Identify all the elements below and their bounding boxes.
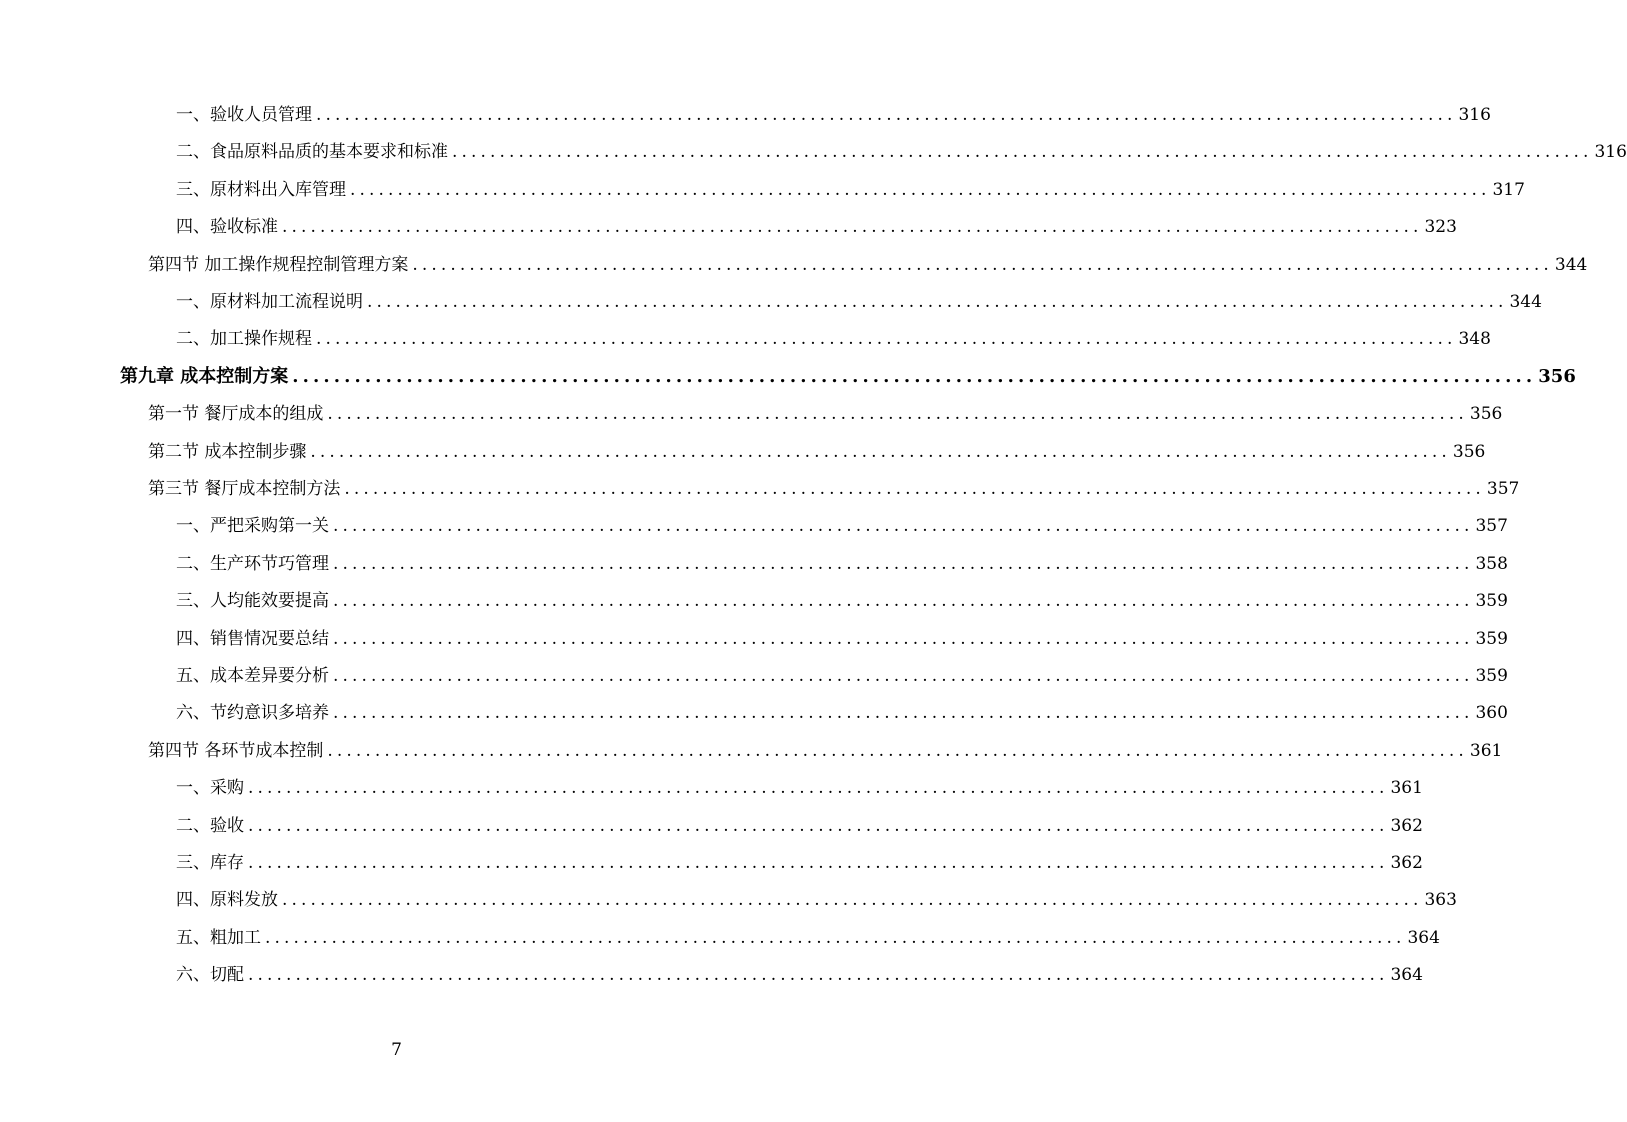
- toc-entry[interactable]: [148, 736, 1503, 766]
- toc-leader-dots: ........................................................................................................................: [333, 516, 1474, 536]
- toc-entry[interactable]: [148, 437, 1486, 467]
- toc-entry-title: 六、切配: [176, 965, 244, 985]
- toc-entry-page: 357: [1486, 479, 1520, 499]
- toc-leader-dots: ........................................................................................................................: [333, 703, 1474, 723]
- toc-entry[interactable]: [176, 324, 1491, 354]
- toc-entry-title: 一、严把采购第一关: [176, 516, 329, 536]
- toc-entry-page: 356: [1538, 366, 1576, 387]
- toc-leader-dots: ........................................................................................................................: [327, 741, 1468, 761]
- toc-leader-dots: ........................................................................................................................: [282, 217, 1423, 237]
- toc-leader-dots: ........................................................................................................................: [248, 965, 1389, 985]
- toc-entry[interactable]: [176, 137, 1627, 167]
- toc-leader-dots: ........................................................................................................................: [344, 479, 1485, 499]
- toc-entry-page: 360: [1475, 703, 1508, 723]
- toc-entry-page: 344: [1554, 255, 1588, 275]
- toc-leader-dots: ........................................................................................................................: [316, 329, 1457, 349]
- toc-entry-title: 一、原材料加工流程说明: [176, 292, 363, 312]
- page-number: 7: [391, 1040, 402, 1060]
- toc-entry-page: 362: [1390, 816, 1423, 836]
- toc-entry-page: 364: [1390, 965, 1423, 985]
- toc-entry[interactable]: [176, 100, 1491, 130]
- toc-entry-title: 第一节 餐厅成本的组成: [148, 404, 324, 424]
- toc-entry[interactable]: [148, 250, 1588, 280]
- toc-entry-page: 359: [1475, 666, 1508, 686]
- toc-leader-dots: ........................................................................................................................: [248, 778, 1389, 798]
- toc-entry-page: 363: [1424, 890, 1457, 910]
- toc-entry[interactable]: [176, 511, 1508, 541]
- toc-leader-dots: ........................................................................................................................: [333, 554, 1474, 574]
- toc-entry[interactable]: [176, 661, 1508, 691]
- toc-entry-title: 五、成本差异要分析: [176, 666, 329, 686]
- toc-entry-page: 356: [1469, 404, 1503, 424]
- toc-leader-dots: ........................................................................................................................: [367, 292, 1508, 312]
- toc-entry-page: 361: [1469, 741, 1503, 761]
- toc-entry-title: 四、验收标准: [176, 217, 278, 237]
- toc-entry-title: 第二节 成本控制步骤: [148, 442, 307, 462]
- toc-entry[interactable]: [176, 175, 1525, 205]
- toc-entry-page: 361: [1390, 778, 1423, 798]
- toc-entry[interactable]: [176, 586, 1508, 616]
- toc-entry[interactable]: [176, 848, 1423, 878]
- toc-entry-page: 316: [1458, 105, 1491, 125]
- toc-entry[interactable]: [176, 811, 1423, 841]
- toc-entry-title: 一、验收人员管理: [176, 105, 312, 125]
- toc-leader-dots: ........................................................................................................................: [412, 255, 1553, 275]
- toc-leader-dots: ........................................................................................................................: [282, 890, 1423, 910]
- toc-entry[interactable]: [176, 549, 1508, 579]
- toc-entry-page: 323: [1424, 217, 1457, 237]
- toc-leader-dots: ........................................................................................................................: [316, 105, 1457, 125]
- toc-entry-title: 四、原料发放: [176, 890, 278, 910]
- toc-entry-page: 344: [1509, 292, 1542, 312]
- toc-entry-title: 三、原材料出入库管理: [176, 180, 346, 200]
- toc-leader-dots: ........................................................................................................................: [452, 142, 1593, 162]
- toc-leader-dots: ........................................................................................................................: [265, 928, 1406, 948]
- toc-entry-page: 348: [1458, 329, 1491, 349]
- toc-entry-title: 二、生产环节巧管理: [176, 554, 329, 574]
- toc-entry[interactable]: [176, 287, 1542, 317]
- toc-entry-page: 358: [1475, 554, 1508, 574]
- toc-leader-dots: ........................................................................................................................: [310, 442, 1451, 462]
- toc-entry-title: 第四节 各环节成本控制: [148, 741, 324, 761]
- toc-entry[interactable]: [176, 212, 1457, 242]
- toc-entry-title: 第四节 加工操作规程控制管理方案: [148, 255, 409, 275]
- toc-entry-page: 359: [1475, 629, 1508, 649]
- toc-entry[interactable]: [176, 773, 1423, 803]
- toc-entry[interactable]: [148, 474, 1520, 504]
- toc-entry-page: 359: [1475, 591, 1508, 611]
- toc-entry[interactable]: [176, 698, 1508, 728]
- toc-entry-title: 二、加工操作规程: [176, 329, 312, 349]
- toc-entry-title: 一、采购: [176, 778, 244, 798]
- toc-entry[interactable]: [176, 624, 1508, 654]
- toc-leader-dots: ........................................................................................................................: [350, 180, 1491, 200]
- toc-entry[interactable]: [176, 885, 1457, 915]
- toc-entry-page: 362: [1390, 853, 1423, 873]
- toc-entry-title: 二、食品原料品质的基本要求和标准: [176, 142, 448, 162]
- toc-entry-title: 第九章 成本控制方案: [120, 366, 289, 387]
- toc-leader-dots: ........................................................................................................................: [333, 629, 1474, 649]
- toc-entry-page: 317: [1492, 180, 1525, 200]
- toc-entry-title: 三、人均能效要提高: [176, 591, 329, 611]
- toc-entry-page: 316: [1594, 142, 1627, 162]
- toc-entry-title: 三、库存: [176, 853, 244, 873]
- toc-entry[interactable]: [120, 362, 1576, 392]
- toc-entry[interactable]: [176, 960, 1423, 990]
- toc-leader-dots: ........................................................................................................................: [292, 366, 1537, 387]
- toc-leader-dots: ........................................................................................................................: [333, 591, 1474, 611]
- toc-entry-title: 五、粗加工: [176, 928, 261, 948]
- toc-leader-dots: ........................................................................................................................: [333, 666, 1474, 686]
- toc-entry-title: 六、节约意识多培养: [176, 703, 329, 723]
- toc-entry-page: 356: [1452, 442, 1486, 462]
- toc-entry-page: 364: [1407, 928, 1440, 948]
- toc-entry-title: 四、销售情况要总结: [176, 629, 329, 649]
- toc-leader-dots: ........................................................................................................................: [327, 404, 1468, 424]
- toc-entry-title: 二、验收: [176, 816, 244, 836]
- toc-leader-dots: ........................................................................................................................: [248, 816, 1389, 836]
- toc-entry[interactable]: [148, 399, 1503, 429]
- toc-entry-title: 第三节 餐厅成本控制方法: [148, 479, 341, 499]
- toc-entry[interactable]: [176, 923, 1440, 953]
- toc-entry-page: 357: [1475, 516, 1508, 536]
- toc-leader-dots: ........................................................................................................................: [248, 853, 1389, 873]
